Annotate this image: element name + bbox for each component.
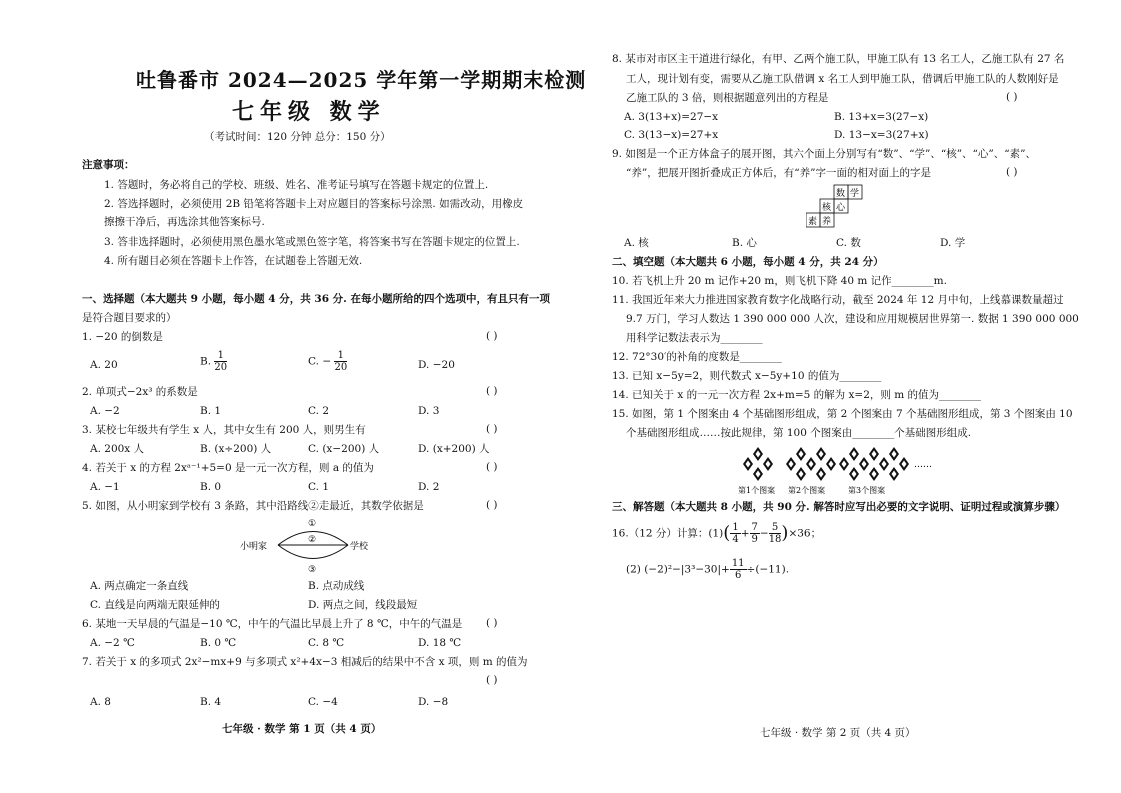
- q16-open-paren: (: [723, 522, 731, 544]
- section3-heading: 三、解答题（本大题共 8 小题，共 90 分. 解答时应写出必要的文字说明、证明过程或演算步骤）: [612, 501, 1066, 513]
- q1-b-numerator: 1: [214, 350, 227, 362]
- q16-frac-1-den: 4: [732, 534, 739, 545]
- q4-option-c: C. 1: [308, 481, 330, 493]
- q6-stem: 6. 某地一天早晨的气温是−10 ℃，中午的气温比早晨上升了 8 ℃，中午的气温是: [82, 618, 463, 630]
- q16-frac-3-den: 18: [768, 534, 782, 545]
- q3-option-a: A. 200x 人: [90, 443, 145, 455]
- q2-option-b: B. 1: [200, 405, 222, 417]
- q3-answer-paren: ( ): [486, 423, 498, 435]
- notice-3: 3. 答非选择题时，必须使用黑色墨水笔或黑色签字笔，将答案书写在答题卡规定的位置上.: [104, 236, 520, 248]
- q1-option-c-fraction: [334, 350, 347, 373]
- q16-frac-2-num: 7: [751, 522, 758, 533]
- q8-stem-2: 工人，现计划有变，需要从乙施工队借调 x 名工人到甲施工队，借调后甲施工队的人数刚好是: [626, 73, 1059, 85]
- q9-stem-1: 9. 如图是一个正方体盒子的展开图，其六个面上分别写有“数”、“学”、“核”、“心”、“素”、: [612, 148, 1037, 160]
- q3-option-b: B. (x÷200) 人: [200, 443, 272, 455]
- q3-option-d: D. (x+200) 人: [418, 443, 490, 455]
- face-label-xin: 心: [836, 203, 846, 213]
- page-1-footer: 七年级 · 数学 第 1 页（共 4 页）: [222, 723, 382, 735]
- route-3-line: [278, 545, 348, 559]
- fig-route-3: ③: [308, 565, 317, 574]
- q15-line-2: 个基础图形组成……按此规律，第 100 个图案由________个基础图形组成.: [626, 427, 972, 439]
- q4-option-a: A. −1: [90, 481, 120, 493]
- fig-route-2: ②: [308, 535, 317, 545]
- q16-minus: −: [759, 527, 769, 540]
- q4-answer-paren: ( ): [486, 461, 498, 473]
- section1-heading-cont: 是符合题目要求的）: [82, 312, 177, 324]
- q5-option-b: B. 点动成线: [308, 580, 365, 592]
- q7-option-b: B. 4: [200, 696, 222, 708]
- q16-times-36: ×36；: [788, 527, 822, 540]
- q8-option-c: C. 3(13−x)=27+x: [624, 129, 719, 141]
- pattern-ellipsis: ……: [914, 460, 932, 470]
- q9-stem-2: “养”，把展开图折叠成正方体后，有“养”字一面的相对面上的字是: [626, 167, 931, 179]
- q7-option-c: C. −4: [308, 696, 338, 708]
- page-2-footer: 七年级 · 数学 第 2 页（共 4 页）: [760, 727, 916, 739]
- q3-stem: 3. 某校七年级共有学生 x 人，其中女生有 200 人，则男生有: [82, 424, 366, 436]
- q1-option-d: D. −20: [418, 359, 455, 371]
- q8-option-d: D. 13−x=3(27+x): [834, 129, 929, 141]
- q11-line-1: 11. 我国近年来大力推进国家教育数字化战略行动，截至 2024 年 12 月中旬，上线慕课数量超过: [612, 294, 1064, 306]
- q16-part-2-fraction: [730, 558, 747, 581]
- q1-option-c-prefix: C. −: [308, 355, 332, 368]
- q16-lead: 16.（12 分）计算：(1): [612, 527, 724, 540]
- q8-stem-3: 乙施工队的 3 倍，则根据题意列出的方程是: [626, 92, 829, 104]
- q16-frac-2: [750, 522, 760, 545]
- q6-option-b: B. 0 ℃: [200, 637, 237, 649]
- q1-stem: 1. −20 的倒数是: [82, 331, 163, 343]
- q15-pattern-figure: [736, 444, 936, 496]
- notice-2-cont: 擦擦干净后，再选涂其他答案标号.: [104, 216, 265, 228]
- q5-route-figure: [240, 516, 370, 574]
- face-label-shu: 数: [836, 189, 846, 199]
- q8-option-b: B. 13+x=3(27−x): [834, 111, 929, 123]
- exam-title: 吐鲁番市 2024—2025 学年第一学期期末检测: [136, 68, 587, 92]
- q10: 10. 若飞机上升 20 m 记作+20 m，则飞机下降 40 m 记作________m.: [612, 275, 947, 287]
- q1-option-a: A. 20: [90, 359, 118, 371]
- q16-part-1: [612, 522, 821, 545]
- notice-title: 注意事项：: [82, 159, 135, 171]
- face-label-xue: 学: [850, 189, 860, 199]
- q5-stem: 5. 如图，从小明家到学校有 3 条路，其中沿路线②走最近，其数学依据是: [82, 500, 424, 512]
- q2-answer-paren: ( ): [486, 385, 498, 397]
- notice-1: 1. 答题时，务必将自己的学校、班级、姓名、准考证号填写在答题卡规定的位置上.: [104, 179, 489, 191]
- q2-option-a: A. −2: [90, 405, 120, 417]
- q16-part-2: [626, 558, 789, 581]
- q1-answer-paren: ( ): [486, 330, 498, 342]
- q9-answer-paren: ( ): [1006, 166, 1018, 178]
- fig-route-1: ①: [308, 519, 317, 529]
- q14: 14. 已知关于 x 的一元一次方程 2x+m=5 的解为 x=2，则 m 的值为________: [612, 389, 982, 401]
- q4-stem: 4. 若关于 x 的方程 2xᵃ⁻¹+5=0 是一元一次方程，则 a 的值为: [82, 462, 374, 474]
- q11-line-3: 用科学记数法表示为________: [626, 332, 763, 344]
- q9-cube-net-figure: [806, 184, 866, 230]
- q7-stem: 7. 若关于 x 的多项式 2x²−mx+9 与多项式 x²+4x−3 相减后的结果中不含 x 项，则 m 的值为: [82, 656, 528, 668]
- q9-option-c: C. 数: [836, 237, 861, 249]
- q16-part-2-num: 11: [731, 558, 745, 569]
- q7-answer-paren: ( ): [486, 674, 498, 686]
- q16-frac-1-num: 1: [732, 522, 739, 533]
- q15-line-1: 15. 如图，第 1 个图案由 4 个基础图形组成，第 2 个图案由 7 个基础图形组成，第 3 个图案由 10: [612, 408, 1073, 420]
- exam-subtitle: 七年级 数学: [232, 99, 386, 125]
- q7-option-d: D. −8: [418, 696, 449, 708]
- q1-c-denominator: 20: [334, 362, 348, 373]
- pattern-1-label: 第1个图案: [738, 486, 776, 495]
- q8-option-a: A. 3(13+x)=27−x: [624, 111, 719, 123]
- q16-part-2-b: ÷(−11).: [746, 563, 790, 576]
- q1-option-b-fraction: [214, 350, 227, 373]
- q12: 12. 72°30′的补角的度数是________: [612, 351, 782, 363]
- q9-option-b: B. 心: [732, 237, 757, 249]
- q4-option-d: D. 2: [418, 481, 440, 493]
- q3-option-c: C. (x−200) 人: [308, 443, 380, 455]
- pattern-1: [743, 447, 773, 481]
- q1-option-b: [200, 350, 227, 373]
- q11-line-2: 9.7 万门，学习人数达 1 390 000 000 人次，建设和应用规模居世界第一. 数据 1 390 000 000: [626, 313, 1079, 325]
- q16-close-paren: ): [781, 522, 789, 544]
- q13: 13. 已知 x−5y=2，则代数式 x−5y+10 的值为________: [612, 370, 882, 382]
- q6-answer-paren: ( ): [486, 617, 498, 629]
- q5-option-c: C. 直线是向两端无限延伸的: [90, 599, 220, 611]
- q5-option-a: A. 两点确定一条直线: [90, 580, 189, 592]
- q16-frac-3: [769, 522, 782, 545]
- q16-frac-3-num: 5: [769, 522, 782, 534]
- section2-heading: 二、填空题（本大题共 6 小题，每小题 4 分，共 24 分）: [612, 256, 884, 268]
- pattern-2-label: 第2个图案: [788, 486, 826, 495]
- q16-part-2-den: 6: [734, 570, 742, 581]
- fig-home-label: 小明家: [240, 542, 268, 552]
- exam-info: （考试时间：120 分钟 总分：150 分）: [204, 131, 391, 143]
- fig-school-label: 学校: [350, 542, 369, 552]
- q6-option-c: C. 8 ℃: [308, 637, 345, 649]
- face-label-su: 素: [808, 217, 818, 227]
- face-label-he: 核: [822, 203, 832, 213]
- q9-option-a: A. 核: [624, 237, 649, 249]
- section1-heading: 一、选择题（本大题共 9 小题，每小题 4 分，共 36 分. 在每小题所给的四个选项中，有且只有一项: [82, 293, 550, 305]
- q16-frac-1: [730, 522, 740, 545]
- q16-part-2-a: (2) (−2)²−|3³−30|+: [626, 563, 730, 576]
- q2-option-d: D. 3: [418, 405, 440, 417]
- q5-answer-paren: ( ): [486, 499, 498, 511]
- pattern-3: [839, 447, 909, 481]
- q8-answer-paren: ( ): [1006, 91, 1018, 103]
- q7-option-a: A. 8: [90, 696, 111, 708]
- notice-2: 2. 答选择题时，必须使用 2B 铅笔将答题卡上对应题目的答案标号涂黑. 如需改动，用橡皮: [104, 198, 524, 210]
- q6-option-d: D. 18 ℃: [418, 637, 462, 649]
- q8-stem-1: 8. 某市对市区主干道进行绿化，有甲、乙两个施工队，甲施工队有 13 名工人，乙施工队有 27 名: [612, 53, 1065, 65]
- q1-option-c: [308, 350, 347, 373]
- q9-option-d: D. 学: [940, 237, 966, 249]
- q5-option-d: D. 两点之间，线段最短: [308, 599, 418, 611]
- q16-frac-2-den: 9: [751, 534, 758, 545]
- q2-stem: 2. 单项式−2x³ 的系数是: [82, 386, 198, 398]
- q1-c-numerator: 1: [334, 350, 347, 362]
- q1-option-b-prefix: B.: [200, 355, 212, 368]
- q6-option-a: A. −2 ℃: [90, 637, 135, 649]
- notice-4: 4. 所有题目必须在答题卡上作答，在试题卷上答题无效.: [104, 255, 363, 267]
- q4-option-b: B. 0: [200, 481, 222, 493]
- pattern-3-label: 第3个图案: [848, 486, 886, 495]
- q1-b-denominator: 20: [214, 362, 228, 373]
- q16-plus: +: [740, 527, 750, 540]
- q2-option-c: C. 2: [308, 405, 330, 417]
- face-label-yang: 养: [822, 217, 832, 227]
- pattern-2: [786, 447, 836, 481]
